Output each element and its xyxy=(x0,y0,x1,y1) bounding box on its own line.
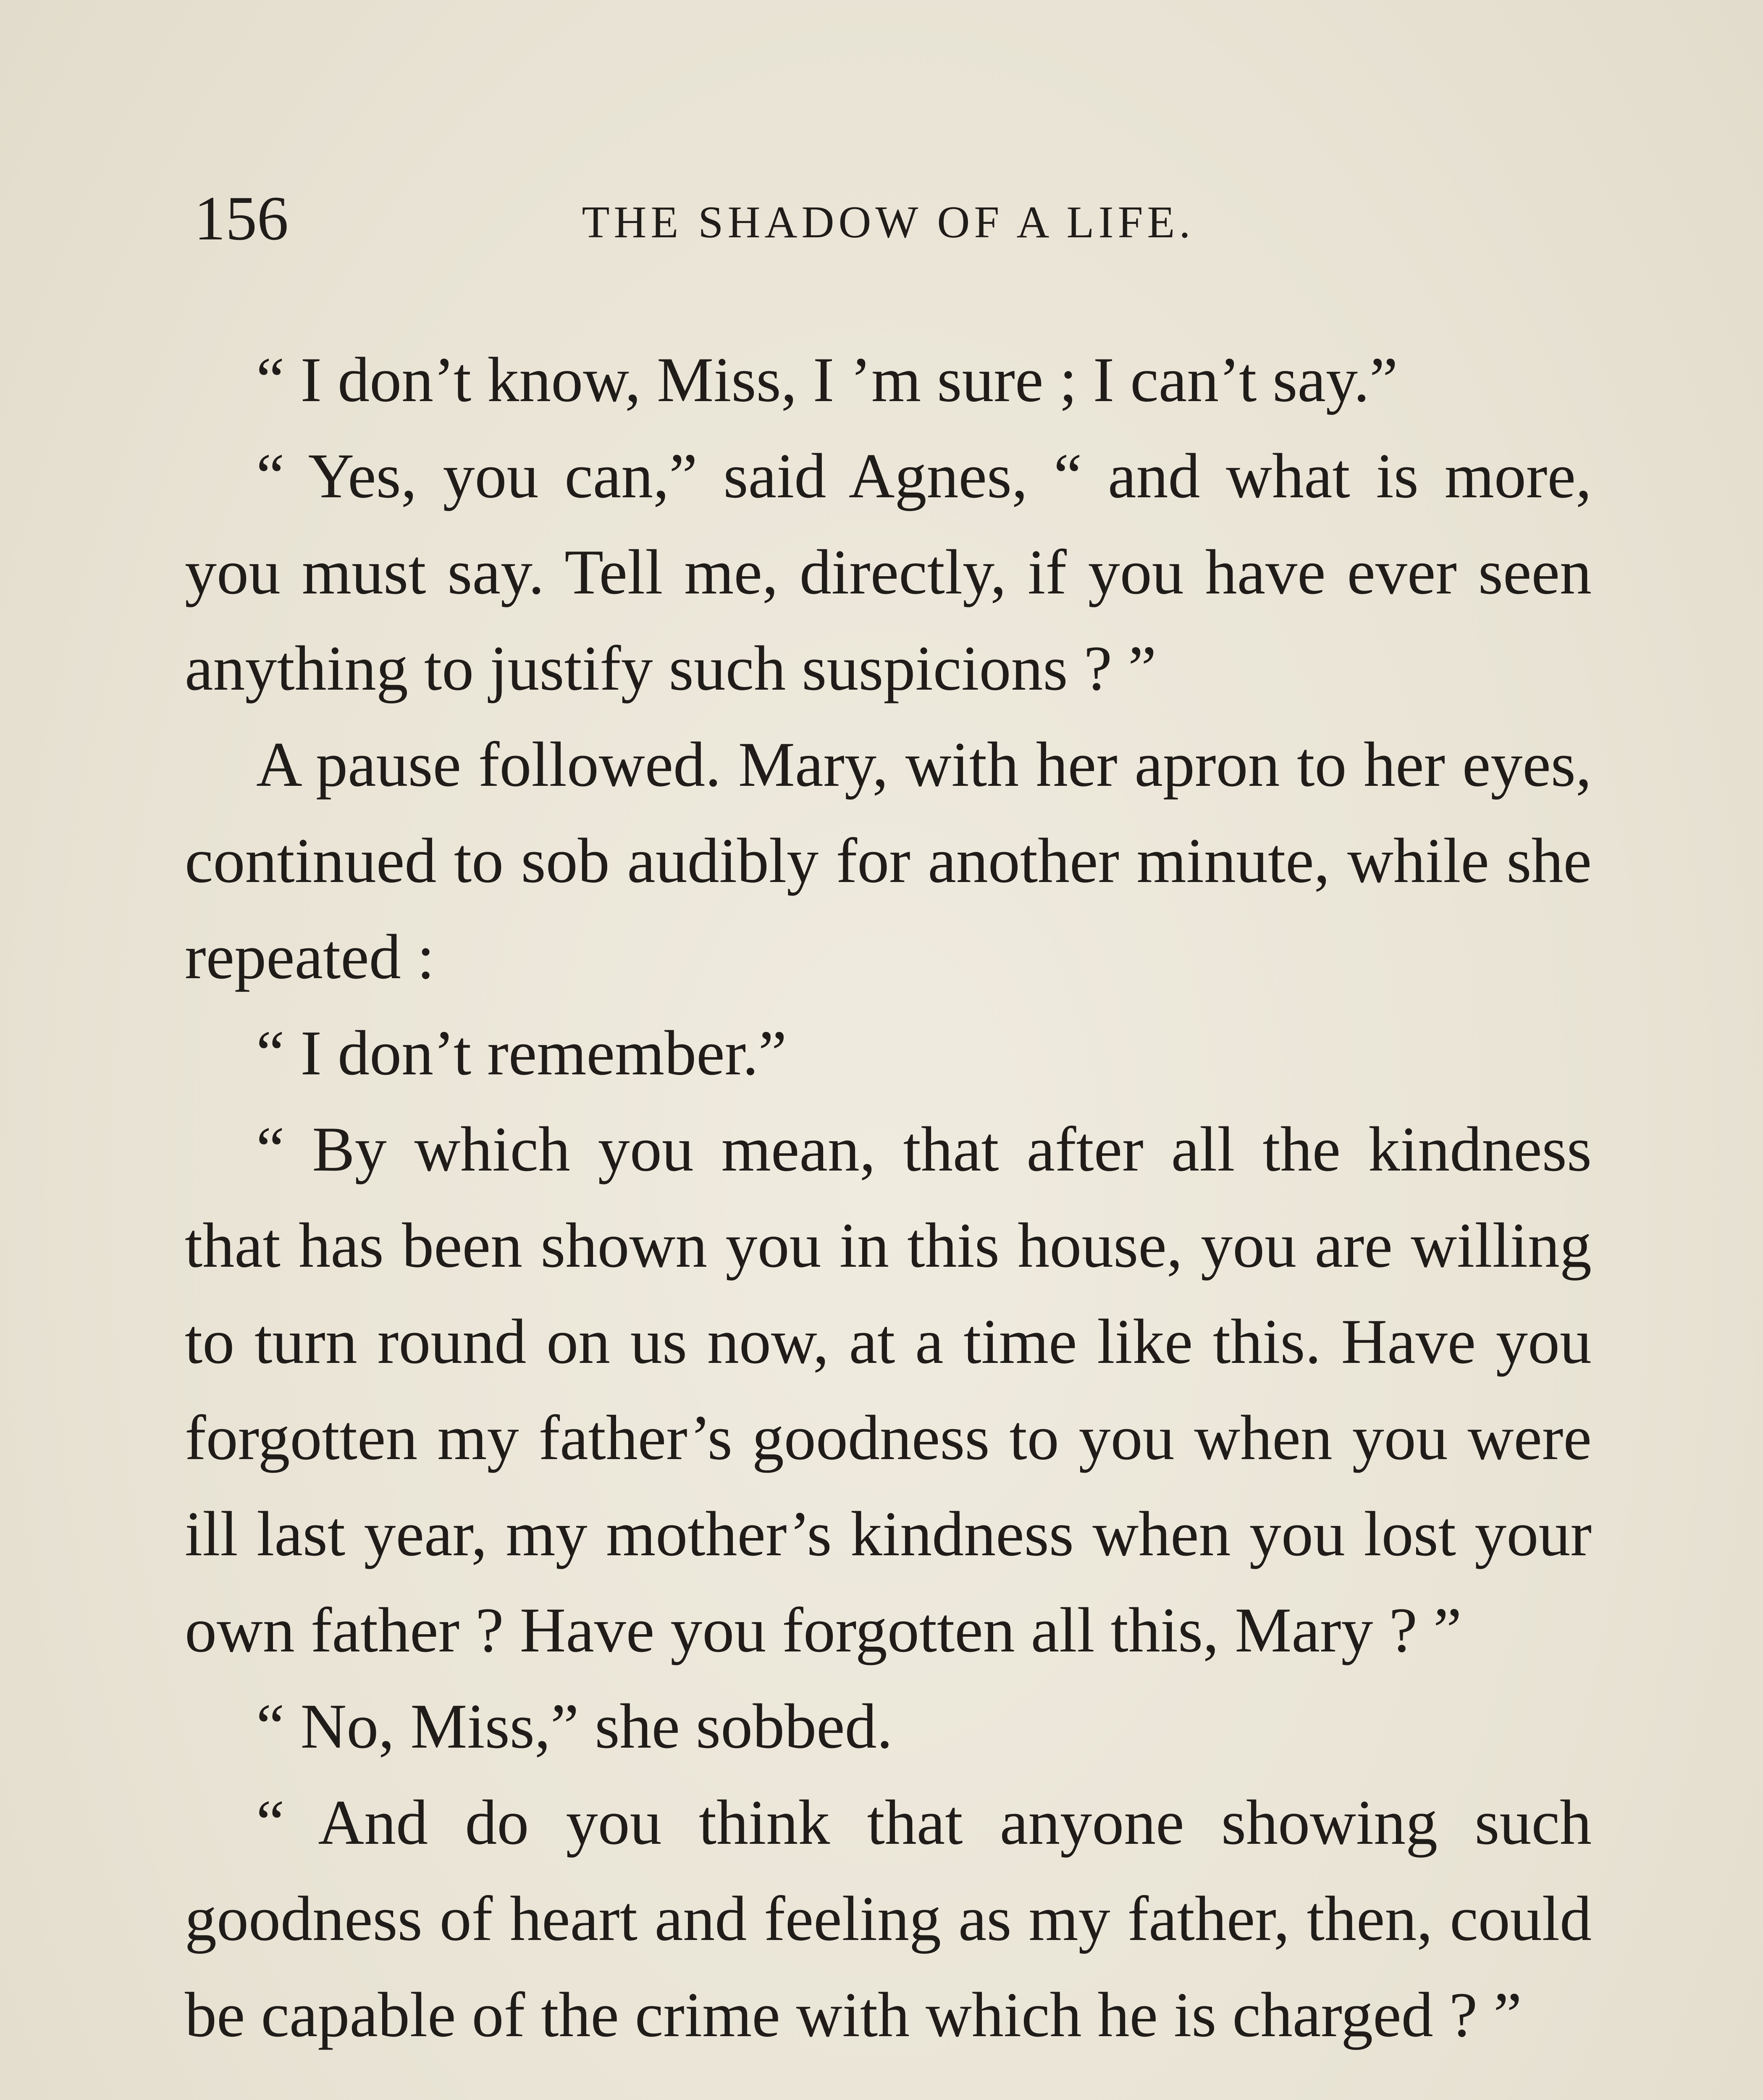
paragraph: “ I don’t remember.” xyxy=(256,1018,787,1088)
paragraph: “ By which you mean, that after all the kindness that has been shown you in this house, you are willing to turn round on us now, at a time like this. Have you forgotten my father’s goodness to you when you were ill last year, my mother’s kindness when you lost your own father ? Have you forgotten all this, Mary ? ” xyxy=(185,1114,1592,1665)
running-title: THE SHADOW OF A LIFE. xyxy=(582,197,1195,247)
paragraph: “ And do you think that anyone showing such goodness of heart and feeling as my father, then, could be capable of the crime with which he is charged ? ” xyxy=(185,1787,1592,2050)
paragraph: “ No, Miss,” she sobbed. xyxy=(256,1691,893,1761)
page-number: 156 xyxy=(194,184,289,253)
paragraph: “ I don’t know, Miss, I ’m sure ; I can’t say.” xyxy=(256,344,1398,415)
paragraph: “ Yes, you can,” said Agnes, “ and what is more, you must say. Tell me, directly, if you have ever seen anything to justify such suspicions ? ” xyxy=(185,441,1592,704)
body-text xyxy=(185,332,1592,2063)
page-header xyxy=(185,176,1596,260)
paragraph: A pause followed. Mary, with her apron to her eyes, continued to sob audibly for another minute, while she repeated : xyxy=(185,729,1592,992)
